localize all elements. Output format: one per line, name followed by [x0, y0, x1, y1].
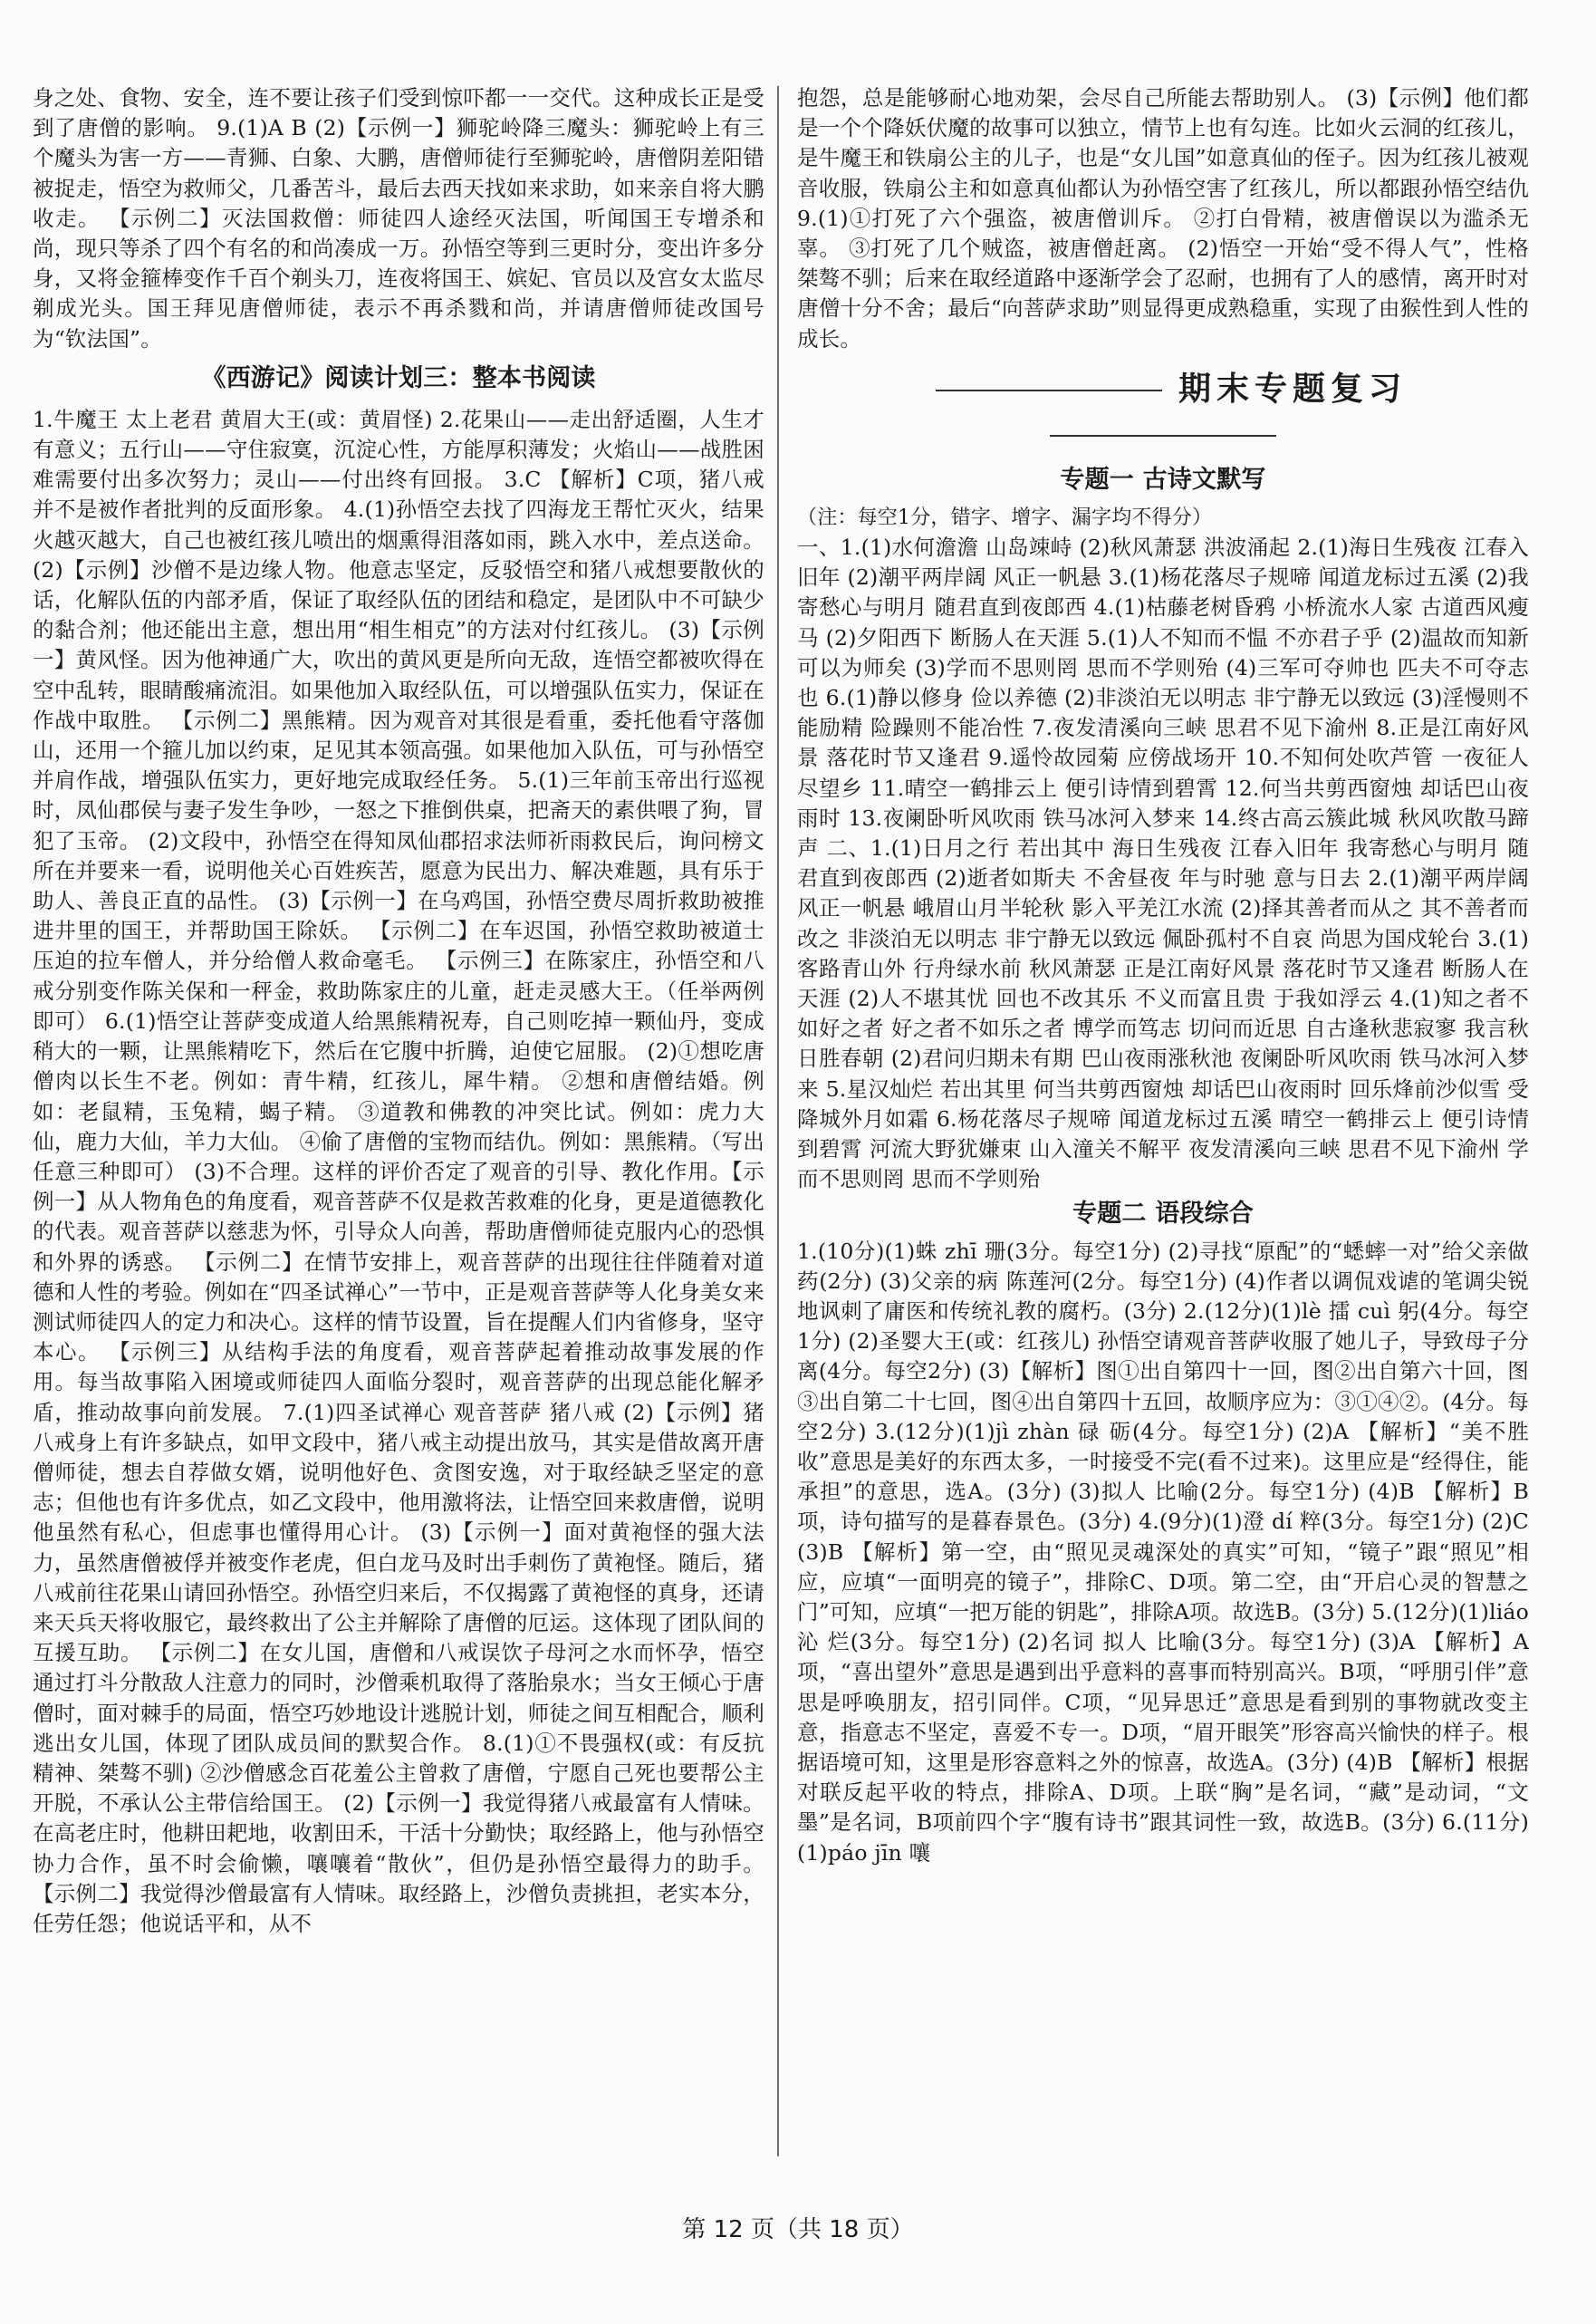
intro-paragraph: 身之处、食物、安全，连不要让孩子们受到惊吓都一一交代。这种成长正是受到了唐僧的影响。 9.(1)A B (2)【示例一】狮驼岭降三魔头：狮驼岭上有三个魔头为害一方——青狮、白象、大鹏，唐僧师徒行至狮驼岭，唐僧阴差阳错被捉走，悟空为救师父，几番苦斗，最后去西天找如来求助，如来亲自将大鹏收走。 【示例二】灭法国救僧：师徒四人途经灭法国，听闻国王专增杀和尚，现只等杀了四个有名的和尚凑成一万。孙悟空等到三更时分，变出许多分身，又将金箍棒变作千百个剃头刀，连夜将国王、嫔妃、官员以及宫女太监尽剃成光头。国王拜见唐僧师徒，表示不再杀戮和尚，并请唐僧师徒改国号为“钦法国”。	[33, 85, 764, 352]
left-column	[33, 83, 764, 1939]
heading-rule-left	[936, 390, 1162, 391]
right-column	[797, 83, 1529, 1868]
continued-answers: 抱怨，总是能够耐心地劝架，会尽自己所能去帮助别人。 (3)【示例】他们都是一个个降妖伏魔的故事可以独立，情节上也有勾连。比如火云洞的红孩儿，是牛魔王和铁扇公主的儿子，也是“女儿国”如意真仙的侄子。因为红孩儿被观音收服，铁扇公主和如意真仙都认为孙悟空害了红孩儿，所以都跟孙悟空结仇 9.(1)①打死了六个强盗，被唐僧训斥。 ②打白骨精，被唐僧误以为滥杀无辜。 ③打死了几个贼盗，被唐僧赶离。 (2)悟空一开始“受不得人气”，性格桀骜不驯；后来在取经道路中逐渐学会了忍耐，也拥有了人的感情，离开时对唐僧十分不舍；最后“向菩萨求助”则显得更成熟稳重，实现了由猴性到人性的成长。	[797, 85, 1529, 352]
review-heading	[797, 367, 1529, 458]
column-divider	[777, 86, 779, 2156]
review-heading-text: 期末专题复习	[1178, 370, 1407, 408]
page-number: 第 12 页（共 18 页）	[682, 2216, 914, 2243]
topic1-heading: 专题一 古诗文默写	[1060, 465, 1266, 494]
reading-plan-answers: 1.牛魔王 太上老君 黄眉大王(或：黄眉怪) 2.花果山——走出舒适圈，人生才有意义；五行山——守住寂寞，沉淀心性，方能厚积薄发；火焰山——战胜困难需要付出多次努力；灵山——付出终有回报。 3.C 【解析】C项，猪八戒并不是被作者批判的反面形象。 4.(1)孙悟空去找了四海龙王帮忙灭火，结果火越灭越大，自己也被红孩儿喷出的烟熏得泪落如雨，跳入水中，差点送命。 (2)【示例】沙僧不是边缘人物。他意志坚定，反驳悟空和猪八戒想要散伙的话，化解队伍的内部矛盾，保证了取经队伍的团结和稳定，是团队中不可缺少的黏合剂；他还能出主意，想出用“相生相克”的方法对付红孩儿。 (3)【示例一】黄风怪。因为他神通广大，吹出的黄风更是所向无敌，连悟空都被吹得在空中乱转，眼睛酸痛流泪。如果他加入取经队伍，可以增强队伍实力，保证在作战中取胜。 【示例二】黑熊精。因为观音对其很是看重，委托他看守落伽山，还用一个箍儿加以约束，足见其本领高强。如果他加入队伍，可与孙悟空并肩作战，增强队伍实力，更好地完成取经任务。 5.(1)三年前玉帝出行巡视时，凤仙郡侯与妻子发生争吵，一怒之下推倒供桌，把斋天的素供喂了狗，冒犯了玉帝。 (2)文段中，孙悟空在得知凤仙郡招求法师祈雨救民后，询问榜文所在并要来一看，说明他关心百姓疾苦，愿意为民出力、解决难题，具有乐于助人、善良正直的品性。 (3)【示例一】在乌鸡国，孙悟空费尽周折救助被推进井里的国王，并帮助国王除妖。 【示例二】在车迟国，孙悟空救助被道士压迫的拉车僧人，并分给僧人救命毫毛。 【示例三】在陈家庄，孙悟空和八戒分别变作陈关保和一秤金，救助陈家庄的儿童，赶走灵感大王。（任举两例即可） 6.(1)悟空让菩萨变成道人给黑熊精祝寿，自己则吃掉一颗仙丹，变成稍大的一颗，让黑熊精吃下，然后在它腹中折腾，迫使它屈服。 (2)①想吃唐僧肉以长生不老。例如：青牛精，红孩儿，犀牛精。 ②想和唐僧结婚。例如：老鼠精，玉兔精，蝎子精。 ③道教和佛教的冲突比试。例如：虎力大仙，鹿力大仙，羊力大仙。 ④偷了唐僧的宝物而结仇。例如：黑熊精。（写出任意三种即可） (3)不合理。这样的评价否定了观音的引导、教化作用。【示例一】从人物角色的角度看，观音菩萨不仅是救苦救难的化身，更是道德教化的代表。观音菩萨以慈悲为怀，引导众人向善，帮助唐僧师徒克服内心的恐惧和外界的诱惑。 【示例二】在情节安排上，观音菩萨的出现往往伴随着对道德和人性的考验。例如在“四圣试禅心”一节中，正是观音菩萨等人化身美女来测试师徒四人的定力和决心。这样的情节设置，旨在提醒人们内省修身，坚守本心。 【示例三】从结构手法的角度看，观音菩萨起着推动故事发展的作用。每当故事陷入困境或师徒四人面临分裂时，观音菩萨的出现总能化解矛盾，推动故事向前发展。 7.(1)四圣试禅心 观音菩萨 猪八戒 (2)【示例】猪八戒身上有许多缺点，如甲文段中，猪八戒主动提出放马，其实是借故离开唐僧师徒，想去自荐做女婿，说明他好色、贪图安逸，对于取经缺乏坚定的意志；但他也有许多优点，如乙文段中，他用激将法，让悟空回来救唐僧，说明他虽然有私心，但虑事也懂得用心计。 (3)【示例一】面对黄袍怪的强大法力，虽然唐僧被俘并被变作老虎，但白龙马及时出手刺伤了黄袍怪。随后，猪八戒前往花果山请回孙悟空。孙悟空归来后，不仅揭露了黄袍怪的真身，还请来天兵天将收服它，最终救出了公主并解除了唐僧的厄运。这体现了团队间的互援互助。 【示例二】在女儿国，唐僧和八戒误饮子母河之水而怀孕，悟空通过打斗分散敌人注意力的同时，沙僧乘机取得了落胎泉水；当女王倾心于唐僧时，面对棘手的局面，悟空巧妙地设计逃脱计划，师徒之间互相配合，顺利逃出女儿国，体现了团队成员间的默契合作。 8.(1)①不畏强权(或：有反抗精神、桀骜不驯) ②沙僧感念百花羞公主曾救了唐僧，宁愿自己死也要帮公主开脱，不承认公主带信给国王。 (2)【示例一】我觉得猪八戒最富有人情味。在高老庄时，他耕田耙地，收割田禾，干活十分勤快；取经路上，他与孙悟空协力合作，虽不时会偷懒，嚷嚷着“散伙”，但仍是孙悟空最得力的助手。 【示例二】我觉得沙僧最富有人情味。取经路上，沙僧负责挑担，老实本分，任劳任怨；他说话平和，从不	[33, 406, 764, 1936]
topic1-answers: 一、1.(1)水何澹澹 山岛竦峙 (2)秋风萧瑟 洪波涌起 2.(1)海日生残夜 江春入旧年 (2)潮平两岸阔 风正一帆悬 3.(1)杨花落尽子规啼 闻道龙标过五溪 (2)我寄愁心与明月 随君直到夜郎西 4.(1)枯藤老树昏鸦 小桥流水人家 古道西风瘦马 (2)夕阳西下 断肠人在天涯 5.(1)人不知而不愠 不亦君子乎 (2)温故而知新 可以为师矣 (3)学而不思则罔 思而不学则殆 (4)三军可夺帅也 匹夫不可夺志也 6.(1)静以修身 俭以养德 (2)非淡泊无以明志 非宁静无以致远 (3)淫慢则不能励精 险躁则不能冶性 7.夜发清溪向三峡 思君不见下渝州 8.正是江南好风景 落花时节又逢君 9.遥怜故园菊 应傍战场开 10.不知何处吹芦管 一夜征人尽望乡 11.晴空一鹤排云上 便引诗情到碧霄 12.何当共剪西窗烛 却话巴山夜雨时 13.夜阑卧听风吹雨 铁马冰河入梦来 14.终古高云簇此城 秋风吹散马蹄声 二、1.(1)日月之行 若出其中 海日生残夜 江春入旧年 我寄愁心与明月 随君直到夜郎西 (2)逝者如斯夫 不舍昼夜 年与时驰 意与日去 2.(1)潮平两岸阔 风正一帆悬 峨眉山月半轮秋 影入平羌江水流 (2)择其善者而从之 其不善者而改之 非淡泊无以明志 非宁静无以致远 佩卧孤村不自哀 尚思为国戍轮台 3.(1)客路青山外 行舟绿水前 秋风萧瑟 正是江南好风景 落花时节又逢君 断肠人在天涯 (2)人不堪其忧 回也不改其乐 不义而富且贵 于我如浮云 4.(1)知之者不如好之者 好之者不如乐之者 博学而笃志 切问而近思 自古逢秋悲寂寥 我言秋日胜春朝 (2)君问归期未有期 巴山夜雨涨秋池 夜阑卧听风吹雨 铁马冰河入梦来 5.星汉灿烂 若出其里 何当共剪西窗烛 却话巴山夜雨时 回乐烽前沙似雪 受降城外月如霜 6.杨花落尽子规啼 闻道龙标过五溪 晴空一鹤排云上 便引诗情到碧霄 河流大野犹嫌束 山入潼关不解平 夜发清溪向三峡 思君不见下渝州 学而不思则罔 思而不学则殆	[797, 535, 1529, 1192]
section-heading-reading-plan-3: 《西游记》阅读计划三：整本书阅读	[201, 363, 596, 392]
topic1-note: （注：每空1分，错字、增字、漏字均不得分）	[797, 506, 1213, 529]
topic2-heading: 专题二 语段综合	[1072, 1199, 1254, 1228]
heading-rule-right	[1050, 435, 1276, 437]
topic2-answers: 1.(10分)(1)蛛 zhī 珊(3分。每空1分) (2)寻找“原配”的“蟋蟀一对”给父亲做药(2分) (3)父亲的病 陈莲河(2分。每空1分) (4)作者以调侃戏谑的笔调尖锐地讽刺了庸医和传统礼教的腐朽。(3分) 2.(12分)(1)lè 擂 cuì 躬(4分。每空1分) (2)圣婴大王(或：红孩儿) 孙悟空请观音菩萨收服了她儿子，导致母子分离(4分。每空2分) (3)【解析】图①出自第四十一回，图②出自第六十回，图③出自第二十七回，图④出自第四十五回，故顺序应为：③①④②。(4分。每空2分) 3.(12分)(1)jì zhàn 碌 砺(4分。每空1分) (2)A 【解析】“美不胜收”意思是美好的东西太多，一时接受不完(看不过来)。这里应是“经得住，能承担”的意思，选A。(3分) (3)拟人 比喻(2分。每空1分) (4)B 【解析】B项，诗句描写的是暮春景色。(3分) 4.(9分)(1)澄 dí 粹(3分。每空1分) (2)C (3)B 【解析】第一空，由“照见灵魂深处的真实”可知，“镜子”跟“照见”相应，应填“一面明亮的镜子”，排除C、D项。第二空，由“开启心灵的智慧之门”可知，应填“一把万能的钥匙”，排除A项。故选B。(3分) 5.(12分)(1)liáo 沁 烂(3分。每空1分) (2)名词 拟人 比喻(3分。每空1分) (3)A 【解析】A项，“喜出望外”意思是遇到出乎意料的喜事而特别高兴。B项，“呼朋引伴”意思是呼唤朋友，招引同伴。C项，“见异思迁”意思是看到别的事物就改变主意，指意志不坚定，喜爱不专一。D项，“眉开眼笑”形容高兴愉快的样子。根据语境可知，这里是形容意料之外的惊喜，故选A。(3分) (4)B 【解析】根据对联反起平收的特点，排除A、D项。上联“胸”是名词，“藏”是动词，“文墨”是名词，B项前四个字“腹有诗书”跟其词性一致，故选B。(3分) 6.(11分)(1)páo jīn 嚷	[797, 1238, 1529, 1866]
